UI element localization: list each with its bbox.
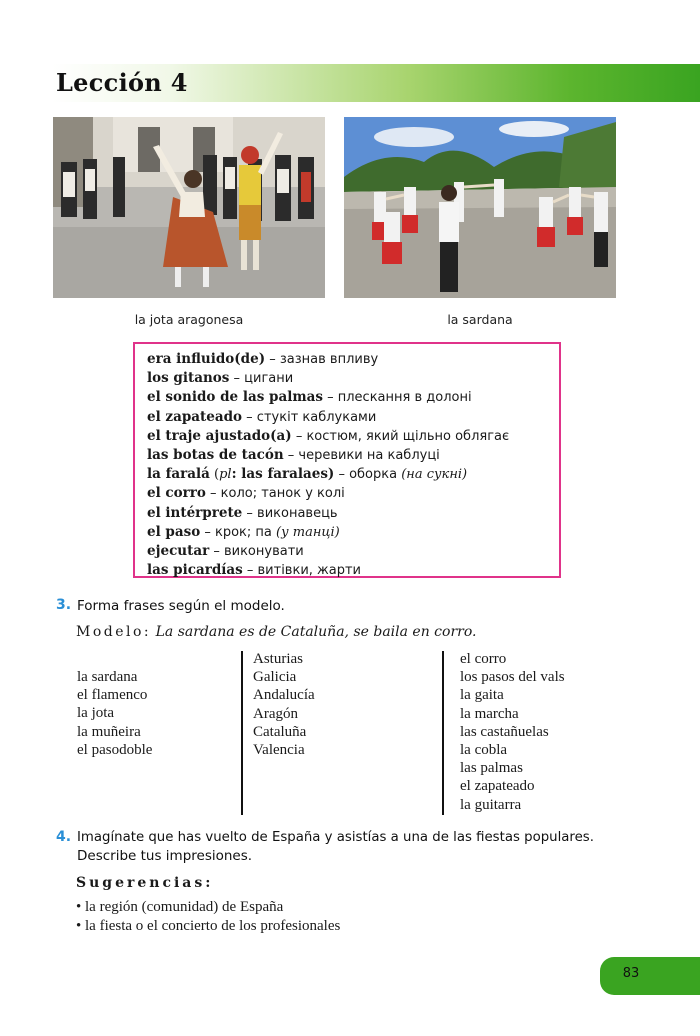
photo-caption-jota: la jota aragonesa [134,312,244,327]
dance-photo-icon [344,117,616,298]
list-item: Galicia [253,669,297,686]
column-divider [241,651,243,815]
list-item: la guitarra [460,796,522,813]
list-item: la muñeira [77,723,141,740]
vocab-item: ejecutar – виконувати [147,543,304,560]
exercise-4-line-2: Describe tus impresiones. [77,848,253,864]
elements-column [460,650,565,814]
suggestions-list [76,898,340,936]
list-item: la sardana [77,669,138,685]
vocab-item: el zapateado – стукіт каблуками [147,408,377,425]
modelo-label: Modelo: [76,624,152,640]
list-item: Cataluña [253,723,307,740]
vocab-item: el intérprete – виконавець [147,504,338,521]
exercise-4-number: 4. [56,829,72,845]
list-item: Andalucía [253,687,315,704]
list-item: los pasos del vals [460,669,565,686]
photo-jota-aragonesa [53,117,325,298]
vocab-item: el sonido de las palmas – плескання в долоні [147,389,472,406]
list-item: Asturias [253,651,303,667]
list-item: la gaita [460,687,504,704]
list-item: • la región (comunidad) de España [76,899,284,915]
vocabulary-box [133,342,561,578]
list-item: el pasodoble [77,741,153,758]
vocab-item: el traje ajustado(a) – костюм, який щільно облягає [147,427,510,444]
photo-sardana [344,117,616,298]
list-item: Aragón [253,705,298,722]
dance-photo-icon [53,117,325,298]
exercise-3-instruction: Forma frases según el modelo. [77,598,285,614]
vocab-item: el corro – коло; танок у колі [147,485,345,502]
vocab-item: los gitanos – цигани [147,370,294,387]
list-item: el flamenco [77,687,148,704]
list-item: las palmas [460,760,523,777]
photo-caption-sardana: la sardana [447,312,513,327]
exercise-3-number: 3. [56,597,72,613]
exercise-4-line-1: Imagínate que has vuelto de España y asistías a una de las fiestas populares. [77,830,594,845]
vocab-item: el paso – крок; па (у танці) [147,523,340,540]
sugerencias-label: Sugerencias: [76,875,214,891]
list-item: la cobla [460,742,508,759]
page-number: 83 [622,966,640,981]
vocab-item: las picardías – витівки, жарти [147,562,361,579]
modelo-line [76,624,476,640]
dances-column [77,668,152,759]
vocab-item: la faralá (pl: las faralaes) – оборка (на сукні) [147,466,468,483]
list-item: el corro [460,651,507,667]
list-item: el zapateado [460,778,535,795]
regions-column [253,650,315,759]
list-item: Valencia [253,742,305,759]
list-item: la jota [77,705,115,722]
modelo-text: La sardana es de Cataluña, se baila en corro. [155,624,477,640]
page-number-tab [600,957,700,995]
vocab-item: las botas de tacón – черевики на каблуці [147,447,440,464]
list-item: la marcha [460,705,519,722]
column-divider [442,651,444,815]
list-item: las castañuelas [460,723,549,740]
list-item: • la fiesta o el concierto de los profesionales [76,918,341,934]
lesson-title: Lección 4 [56,68,188,97]
vocab-item: era influido(de) – зазнав впливу [147,351,379,367]
